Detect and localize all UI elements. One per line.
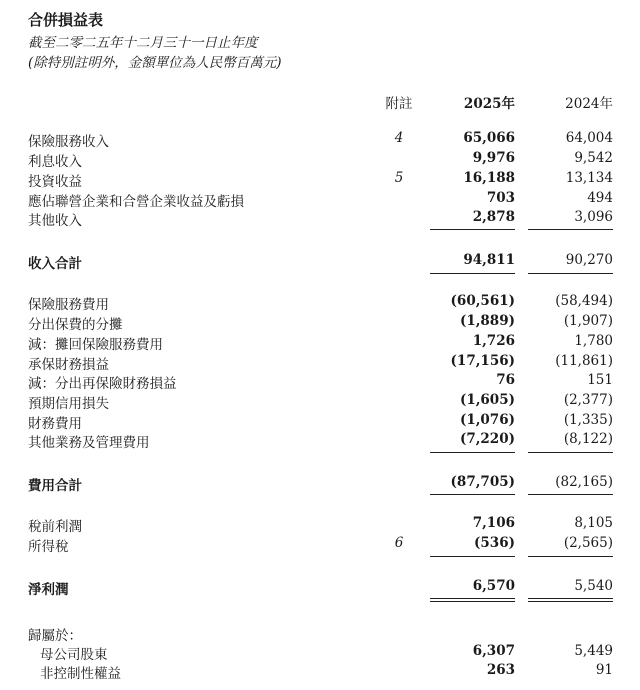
- double-rule-bottom-2025: [430, 601, 515, 602]
- row-value-2024: 5,540: [574, 578, 613, 594]
- row-attributable-to: [0, 623, 640, 643]
- row-value-2025: (60,561): [450, 293, 515, 309]
- row-value-2024: (82,165): [555, 474, 613, 490]
- row-label: 保險服務費用: [28, 297, 109, 313]
- row-label: 母公司股東: [40, 647, 108, 663]
- subtotal-rule-2025: [430, 556, 515, 557]
- subtotal-rule-2024: [528, 556, 613, 557]
- double-rule-top-2024: [528, 598, 613, 599]
- subtotal-rule-2025: [430, 452, 515, 453]
- row-value-2025: (87,705): [450, 474, 515, 490]
- row-note: 5: [394, 170, 404, 186]
- row-profit-before-tax: [0, 514, 640, 534]
- total-rule-2025: [430, 494, 515, 495]
- row-value-2024: 1,780: [574, 333, 613, 349]
- row-value-2024: 9,542: [574, 150, 613, 166]
- row-investment-income: [0, 169, 640, 189]
- statement-period: 截至二零二五年十二月三十一日止年度: [28, 35, 258, 51]
- row-label: 其他業務及管理費用: [28, 435, 150, 451]
- row-net-profit: [0, 577, 640, 597]
- row-value-2024: (1,335): [563, 412, 613, 428]
- row-value-2025: (1,076): [459, 412, 515, 428]
- row-value-2024: 494: [587, 190, 613, 206]
- row-income-tax: [0, 534, 640, 554]
- row-label: 應佔聯營企業和合營企業收益及虧損: [28, 194, 244, 210]
- row-recovered-insurance-service-expenses: [0, 332, 640, 352]
- row-label: 利息收入: [28, 154, 82, 170]
- col-header-2025: 2025年: [463, 96, 515, 112]
- row-value-2025: 703: [486, 190, 515, 206]
- row-label: 非控制性權益: [40, 666, 121, 682]
- row-insurance-service-revenue: [0, 129, 640, 149]
- row-value-2024: (8,122): [563, 431, 613, 447]
- row-label: 承保財務損益: [28, 357, 109, 373]
- row-value-2024: (2,565): [563, 535, 613, 551]
- row-allocation-of-reinsurance-premiums: [0, 312, 640, 332]
- row-finance-costs: [0, 411, 640, 431]
- row-owners-of-parent: [0, 642, 640, 662]
- row-value-2024: (58,494): [555, 293, 613, 309]
- col-header-2024: 2024年: [565, 96, 613, 112]
- row-non-controlling-interests: [0, 661, 640, 681]
- currency-note: (除特別註明外，金額單位為人民幣百萬元): [28, 55, 282, 71]
- row-value-2025: 2,878: [472, 209, 515, 225]
- row-value-2025: 7,106: [472, 515, 515, 531]
- row-label: 其他收入: [28, 213, 82, 229]
- row-value-2025: (7,220): [459, 431, 515, 447]
- row-value-2024: 151: [587, 372, 613, 388]
- row-value-2024: (11,861): [555, 353, 613, 369]
- row-label: 所得稅: [28, 539, 69, 555]
- subtotal-rule-2025: [430, 229, 515, 230]
- row-value-2025: (1,605): [459, 392, 515, 408]
- row-note: 4: [394, 130, 404, 146]
- subtotal-rule-2024: [528, 229, 613, 230]
- row-value-2025: 9,976: [472, 150, 515, 166]
- row-insurance-finance-result: [0, 352, 640, 372]
- row-value-2024: 5,449: [574, 643, 613, 659]
- row-value-2024: 90,270: [565, 252, 613, 268]
- subtotal-rule-2024: [528, 452, 613, 453]
- row-label: 保險服務收入: [28, 134, 109, 150]
- row-interest-income: [0, 149, 640, 169]
- row-value-2025: 6,307: [472, 643, 515, 659]
- row-other-income: [0, 208, 640, 228]
- row-label: 收入合計: [28, 256, 82, 272]
- row-label: 費用合計: [28, 478, 82, 494]
- row-label: 預期信用損失: [28, 396, 109, 412]
- row-value-2024: (1,907): [563, 313, 613, 329]
- row-label: 淨利潤: [28, 582, 69, 598]
- row-label: 分出保費的分攤: [28, 317, 123, 333]
- row-label: 投資收益: [28, 174, 82, 190]
- row-insurance-service-expenses: [0, 292, 640, 312]
- row-value-2025: 76: [496, 372, 515, 388]
- double-rule-bottom-2024: [528, 601, 613, 602]
- total-rule-2025: [430, 273, 515, 274]
- row-value-2024: 8,105: [574, 515, 613, 531]
- statement-title: 合併損益表: [28, 11, 104, 29]
- total-rule-2024: [528, 494, 613, 495]
- row-total-revenue: [0, 251, 640, 271]
- row-value-2025: 16,188: [463, 170, 515, 186]
- row-label: 稅前利潤: [28, 519, 82, 535]
- row-value-2025: (17,156): [450, 353, 515, 369]
- total-rule-2024: [528, 273, 613, 274]
- row-value-2025: 65,066: [463, 130, 515, 146]
- double-rule-top-2025: [430, 598, 515, 599]
- row-value-2025: 1,726: [472, 333, 515, 349]
- row-value-2024: 64,004: [565, 130, 613, 146]
- row-note: 6: [394, 535, 404, 551]
- row-label: 歸屬於：: [28, 628, 82, 644]
- row-label: 減：分出再保險財務損益: [28, 376, 177, 392]
- row-other-operating-admin-expenses: [0, 430, 640, 450]
- row-value-2024: (2,377): [563, 392, 613, 408]
- row-value-2025: 94,811: [463, 252, 515, 268]
- row-value-2024: 3,096: [574, 209, 613, 225]
- row-label: 減：攤回保險服務費用: [28, 337, 163, 353]
- row-total-expenses: [0, 473, 640, 493]
- row-reinsurance-finance-result: [0, 371, 640, 391]
- row-expected-credit-loss: [0, 391, 640, 411]
- row-value-2025: (536): [474, 535, 515, 551]
- col-header-note: 附註: [385, 96, 413, 112]
- row-value-2024: 91: [595, 662, 613, 678]
- row-label: 財務費用: [28, 416, 82, 432]
- row-value-2025: (1,889): [459, 313, 515, 329]
- row-value-2024: 13,134: [565, 170, 613, 186]
- row-value-2025: 6,570: [472, 578, 515, 594]
- row-share-of-associates: [0, 189, 640, 209]
- row-value-2025: 263: [486, 662, 515, 678]
